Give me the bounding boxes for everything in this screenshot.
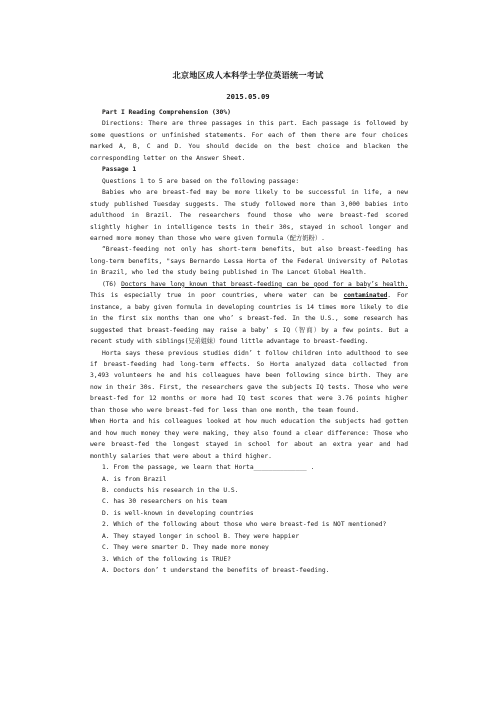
underlined-sentence: Doctors have long known that breast-feeding can be good for a baby’s health. (121, 280, 408, 288)
questions-intro: Questions 1 to 5 are based on the following passage: (102, 177, 300, 185)
paragraph-5: When Horta and his colleagues looked at how much education the subjects had gotten and how much money they were making, they also found a clear difference: Those who were breast-fed the longest stayed in school for about an extra year and had monthly salaries that were about a third higher. (90, 418, 408, 460)
keyword-contaminated: contaminated (343, 292, 388, 300)
question-1-option-b: B. conducts his research in the U.S. (102, 486, 239, 494)
paragraph-3-rest: . For instance, a baby given formula in developing countries is 14 times more likely to die in the first six months than one who’ s breast-fed. In the U.S., some research has suggested that breast-feeding may raise a baby’ s IQ（智商）by a few points. But a recent study with siblings(兄弟姐妹）found little advantage to breast-feeding. (90, 292, 408, 346)
directions-text: Directions: There are three passages in this part. Each passage is followed by some questions or unfinished statements. For each of them there are four choices marked A, B, C and D. You should decide on the best choice and blacken the corresponding letter on the Answer Sheet. (90, 120, 408, 162)
question-1-option-c: C. has 30 researchers on his team (102, 498, 228, 506)
question-1-option-d: D. is well-known in developing countries (102, 509, 254, 517)
part-heading: Part I Reading Comprehension (30%) (102, 109, 231, 116)
document-body (90, 107, 408, 577)
paragraph-3-mid: This is especially true in poor countries, where water can be (90, 292, 344, 300)
question-2-options-cd: C. They were smarter D. They made more money (102, 544, 269, 552)
question-3-option-a: A. Doctors don’ t understand the benefits of breast-feeding. (102, 567, 330, 575)
paragraph-4: Horta says these previous studies didn’ t follow children into adulthood to see if breast-feeding had long-term effects. So Horta analyzed data collected from 3,493 volunteers he and his colleagues have been following since birth. They are now in their 30s. First, the researchers gave the subjects IQ tests. Those who were breast-fed for 12 months or more had IQ test scores that were 3.76 points higher than those who were breast-fed for less than one month, the team found. (90, 349, 408, 414)
exam-date: 2015.05.09 (226, 92, 270, 101)
question-2: 2. Which of the following about those who were breast-fed is NOT mentioned? (102, 521, 387, 529)
page-title: 北京地区成人本科学士学位英语统一考试 (172, 70, 324, 80)
question-3: 3. Which of the following is TRUE? (102, 555, 231, 563)
passage-heading: Passage 1 (102, 166, 137, 174)
paragraph-1: Babies who are breast-fed may be more likely to be successful in life, a new study published Tuesday suggests. The study followed more than 3,000 babies into adulthood in Brazil. The researchers found those who were breast-fed scored slightly higher in intelligence tests in their 30s, stayed in school longer and earned more money than those who were given formula（配方奶粉）. (90, 189, 408, 242)
paragraph-3-label: (T6) (102, 280, 117, 288)
question-2-options-ab: A. They stayed longer in school B. They were happier (102, 532, 300, 540)
paragraph-3 (90, 279, 408, 348)
question-1: 1. From the passage, we learn that Horta______________ . (102, 464, 315, 472)
question-1-option-a: A. is from Brazil (102, 475, 167, 483)
paragraph-2: “Breast-feeding not only has short-term benefits, but also breast-feeding has long-term benefits, "says Bernardo Lessa Horta of the Federal University of Pelotas in Brazil, who led the study being published in The Lancet Global Health. (90, 246, 408, 277)
